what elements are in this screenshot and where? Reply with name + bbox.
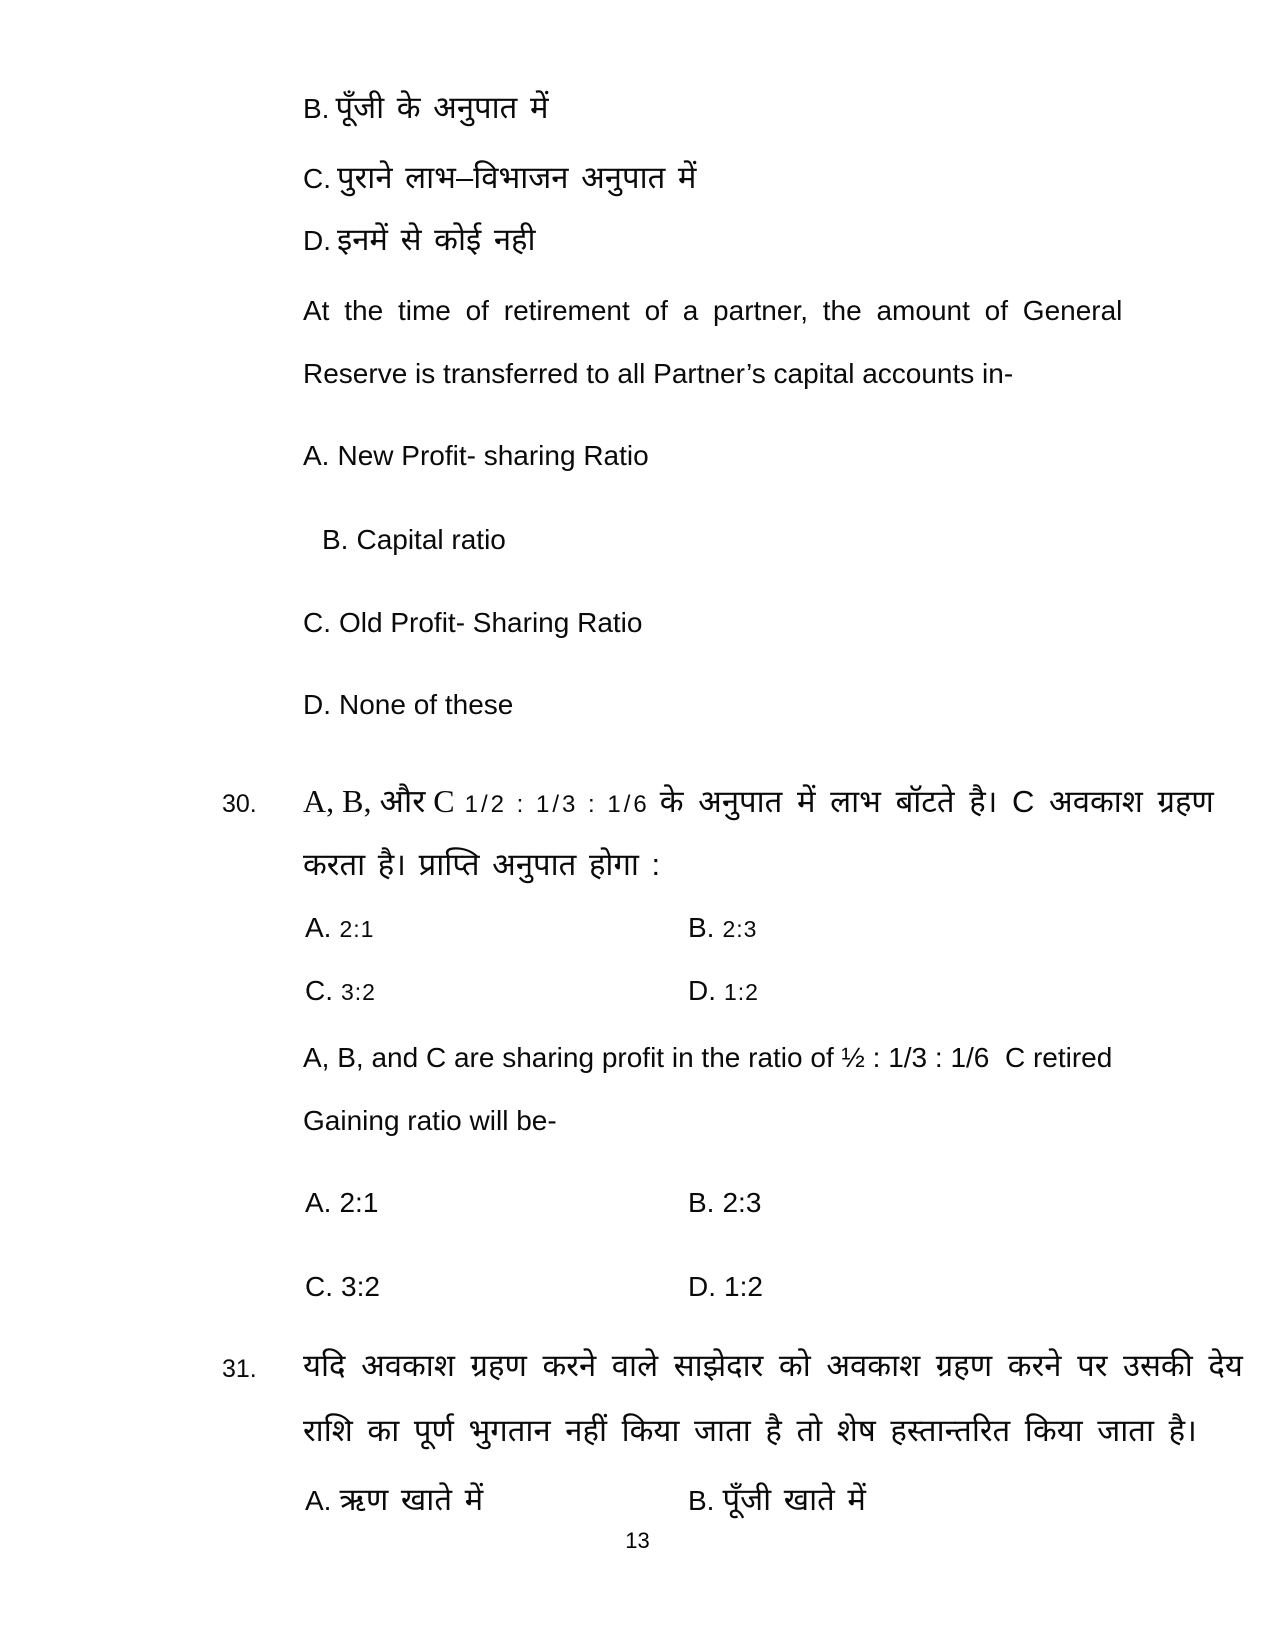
option-row-q29-hi-b [303,90,549,126]
option-value: 2:1 [339,916,375,942]
option-letter: B. [303,93,330,124]
option-letter: A. [305,1187,332,1218]
option-text: ऋण खाते में [339,1482,484,1517]
option-text: इनमें से कोई नही [337,222,536,257]
option-q30-hi-d [688,975,759,1007]
q30-names: A, B, और C [303,783,455,819]
option-value: 3:2 [341,1271,380,1302]
option-value: 2:1 [339,1187,379,1218]
option-q30-en-a [305,1187,378,1219]
option-letter: B. [688,912,715,943]
option-value: 2:3 [722,1187,762,1218]
option-letter: D. [303,225,331,256]
option-text: New Profit- sharing Ratio [337,440,649,471]
option-q30-hi-b [688,912,757,944]
page-number: 13 [625,1528,650,1553]
option-letter: D. [303,689,331,720]
q30-english-line2: Gaining ratio will be- [303,1105,557,1136]
option-letter: B. [322,524,349,555]
option-q30-en-c [305,1271,380,1303]
option-text: Old Profit- Sharing Ratio [339,607,643,638]
option-text: Capital ratio [356,524,506,555]
option-text: पूँजी के अनुपात में [335,90,549,125]
option-q30-en-b [688,1187,761,1219]
option-text: पूँजी खाते में [722,1482,866,1517]
option-q30-hi-c [305,975,376,1007]
q29-english-line2: Reserve is transferred to all Partner’s capital accounts in- [303,358,1014,389]
option-letter: C. [303,163,331,194]
option-letter: C. [305,975,333,1006]
option-row-q29-en-a [303,440,649,472]
option-q30-en-d [688,1271,763,1303]
q31-hindi-line1: यदि अवकाश ग्रहण करने वाले साझेदार को अवकाश ग्रहण करने पर उसकी देय [303,1348,1243,1383]
option-value: 1:2 [724,1271,763,1302]
option-letter: D. [688,1271,716,1302]
q30-ratio: 1/2 : 1/3 : 1/6 [464,791,650,818]
option-text: पुराने लाभ–विभाजन अनुपात में [337,160,697,195]
option-q31-b [688,1482,866,1518]
q30-english-line1: A, B, and C are sharing profit in the ratio of ½ : 1/3 : 1/6 C retired [303,1042,1113,1073]
option-row-q29-en-b [322,524,506,556]
q30-hindi-line2: करता है। प्राप्ति अनुपात होगा : [303,847,661,882]
option-value: 2:3 [722,916,758,942]
question-31-number: 31. [222,1355,257,1383]
question-30-number: 30. [222,790,257,818]
option-letter: B. [688,1485,715,1516]
q30-hindi-line1 [303,783,1214,820]
option-row-q29-en-d [303,689,513,721]
option-text: None of these [339,689,514,720]
option-letter: C. [303,607,331,638]
option-letter: A. [305,912,332,943]
option-letter: C. [305,1271,333,1302]
option-letter: B. [688,1187,715,1218]
option-row-q29-hi-d [303,222,536,258]
q31-hindi-line2: राशि का पूर्ण भुगतान नहीं किया जाता है तो शेष हस्तान्तरित किया जाता है। [303,1413,1197,1448]
option-letter: A. [303,440,330,471]
option-value: 3:2 [341,979,376,1005]
q29-english-line1: At the time of retirement of a partner, the amount of General [303,295,1123,326]
option-row-q29-en-c [303,607,642,639]
q30-hindi-rest: के अनुपात में लाभ बॉटते है। C अवकाश ग्रहण [659,784,1214,819]
option-row-q29-hi-c [303,160,696,196]
option-q30-hi-a [305,912,374,944]
option-value: 1:2 [724,979,759,1005]
option-q31-a [305,1482,483,1518]
option-letter: A. [305,1485,332,1516]
option-letter: D. [688,975,716,1006]
